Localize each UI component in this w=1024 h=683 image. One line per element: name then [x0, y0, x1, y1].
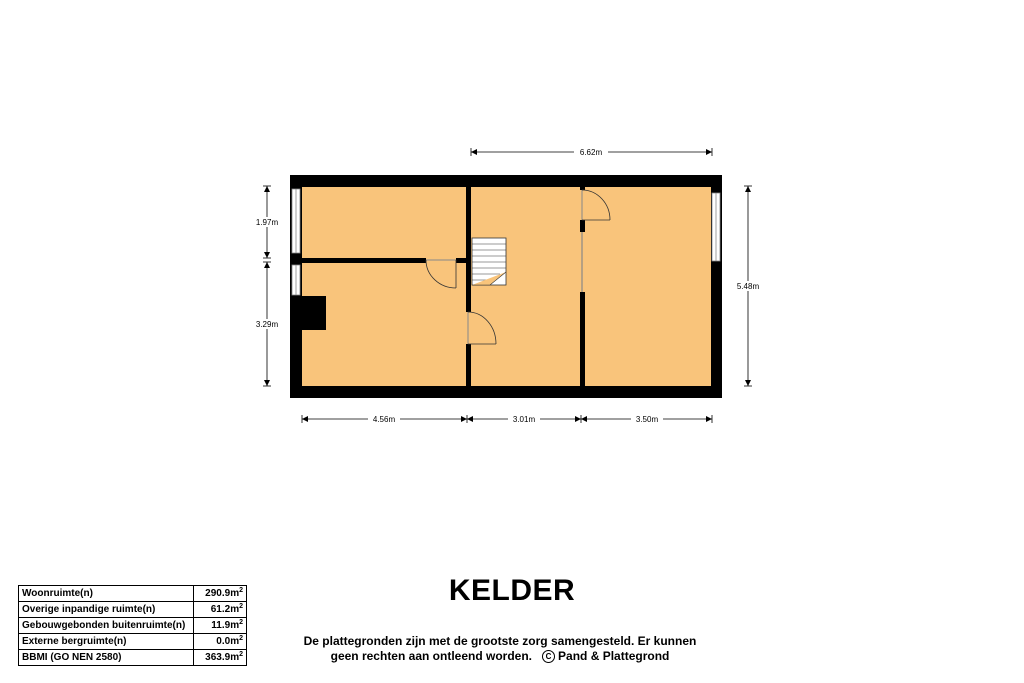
disclaimer-line-2 — [300, 649, 700, 664]
disclaimer-line-1: De plattegronden zijn met de grootste zorg samengesteld. Er kunnen — [303, 634, 697, 648]
room-right — [585, 187, 711, 386]
table-row — [19, 634, 247, 650]
table-row — [19, 586, 247, 602]
dimension-top-label: 6.62m — [579, 148, 603, 157]
window-right — [712, 193, 720, 261]
disclaimer — [300, 634, 700, 664]
area-value: $61.2m^2$ — [194, 602, 247, 618]
staircase — [472, 238, 506, 285]
area-value: $0.0m^2$ — [194, 634, 247, 650]
table-row — [19, 602, 247, 618]
dimension-bottom-right-label: 3.50m — [635, 415, 659, 424]
dimension-bottom-left-label: 4.56m — [372, 415, 396, 424]
room-top-left — [302, 187, 466, 258]
area-label: BBMI (GO NEN 2580) — [19, 650, 194, 666]
area-label: Overige inpandige ruimte(n) — [19, 602, 194, 618]
room-bottom-left — [302, 263, 466, 386]
disclaimer-line-2-text: geen rechten aan ontleend worden. — [330, 649, 532, 663]
area-value: $290.9m^2$ — [194, 586, 247, 602]
dimension-left-lower-label: 3.29m — [255, 320, 279, 329]
floor-title: KELDER — [448, 574, 576, 607]
chimney-block — [290, 296, 326, 330]
copyright-icon: C — [542, 650, 555, 663]
area-value: $363.9m^2$ — [194, 650, 247, 666]
dimension-bottom-middle-label: 3.01m — [512, 415, 536, 424]
table-row — [19, 650, 247, 666]
room-middle — [471, 187, 580, 386]
window-left-upper — [292, 189, 300, 253]
copyright-text: Pand & Plattegrond — [558, 649, 670, 663]
dimension-right-label: 5.48m — [736, 282, 760, 291]
area-label: Externe bergruimte(n) — [19, 634, 194, 650]
area-table — [18, 585, 247, 666]
table-row — [19, 618, 247, 634]
dimension-left-upper-label: 1.97m — [255, 218, 279, 227]
area-label: Woonruimte(n) — [19, 586, 194, 602]
window-left-lower — [292, 265, 300, 295]
area-label: Gebouwgebonden buitenruimte(n) — [19, 618, 194, 634]
area-value: $11.9m^2$ — [194, 618, 247, 634]
opening-middle-right — [580, 232, 585, 292]
